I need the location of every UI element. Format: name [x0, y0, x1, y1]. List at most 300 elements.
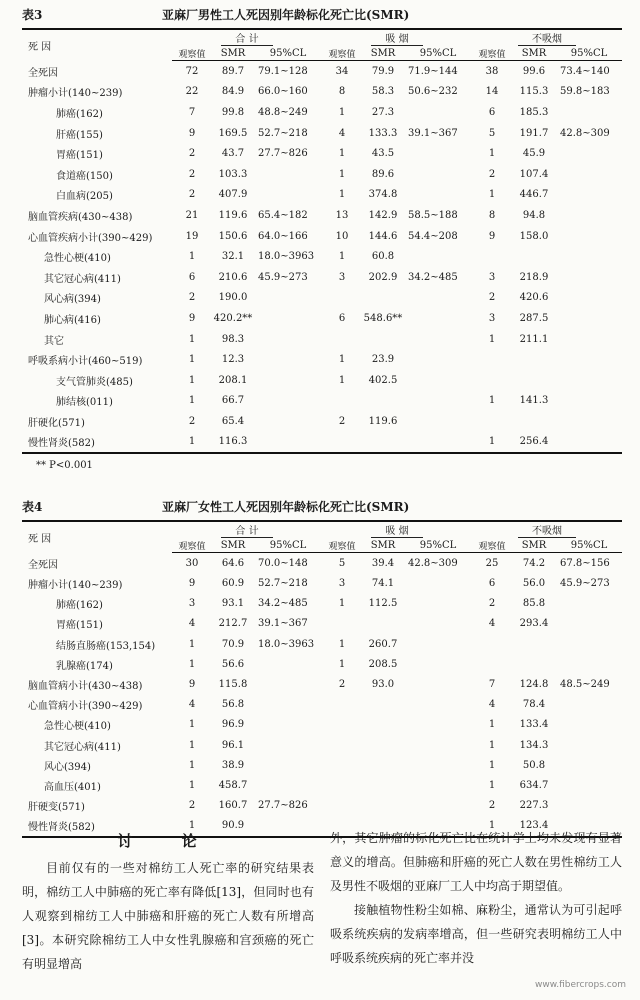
value-cell: 45.9~273	[258, 271, 308, 283]
value-cell	[556, 735, 622, 755]
table-row	[22, 796, 622, 816]
table-row	[22, 226, 622, 247]
cause-cell: 风心(394)	[44, 761, 91, 773]
table3-obs-header: 观察值	[172, 46, 212, 61]
value-cell	[362, 329, 404, 350]
value-cell	[556, 226, 622, 247]
value-cell: 1	[188, 779, 196, 791]
value-cell: 58.3	[371, 86, 395, 98]
value-cell: 52.7~218	[258, 578, 308, 590]
value-cell: 1	[188, 374, 196, 386]
value-cell	[404, 411, 472, 432]
table4-smr-header: SMR	[512, 538, 556, 553]
value-cell: 1	[188, 759, 196, 771]
value-cell	[362, 775, 404, 795]
value-cell: 23.9	[371, 354, 395, 366]
value-cell: 2	[488, 292, 496, 304]
value-cell: 8	[488, 209, 496, 221]
value-cell: 634.7	[519, 779, 549, 791]
value-cell	[404, 143, 472, 164]
value-cell: 43.5	[371, 148, 395, 160]
table-row	[22, 674, 622, 694]
value-cell: 9	[488, 230, 496, 242]
value-cell	[404, 674, 472, 694]
value-cell	[556, 205, 622, 226]
value-cell: 190.0	[218, 292, 248, 304]
value-cell: 56.0	[522, 578, 546, 590]
value-cell	[362, 715, 404, 735]
value-cell: 27.7~826	[258, 800, 308, 812]
value-cell: 115.3	[519, 86, 549, 98]
value-cell	[254, 185, 322, 206]
value-cell	[322, 432, 362, 454]
cause-cell: 呼吸系病小计(460~519)	[28, 356, 143, 368]
table4-smr-header: SMR	[362, 538, 404, 553]
value-cell: 60.9	[221, 578, 245, 590]
value-cell: 1	[338, 148, 346, 160]
cause-cell: 肿瘤小计(140~239)	[28, 88, 123, 100]
value-cell: 12.3	[221, 354, 245, 366]
value-cell: 50.6~232	[408, 86, 458, 98]
value-cell	[404, 308, 472, 329]
value-cell: 39.1~367	[258, 618, 308, 630]
value-cell	[404, 102, 472, 123]
value-cell: 38	[485, 65, 499, 77]
value-cell: 218.9	[519, 271, 549, 283]
value-cell: 66.7	[221, 395, 245, 407]
table3-ci-header: 95%CL	[254, 46, 322, 61]
value-cell	[322, 796, 362, 816]
cause-cell: 肺癌(162)	[56, 600, 103, 612]
value-cell	[254, 391, 322, 412]
value-cell: 74.1	[371, 578, 395, 590]
value-cell: 103.3	[218, 168, 248, 180]
value-cell	[556, 634, 622, 654]
value-cell	[404, 432, 472, 454]
value-cell: 89.6	[371, 168, 395, 180]
value-cell: 4	[338, 127, 346, 139]
cause-cell: 肝癌(155)	[56, 129, 103, 141]
value-cell: 70.0~148	[258, 557, 308, 569]
table-row	[22, 246, 622, 267]
cause-cell: 食道癌(150)	[56, 170, 113, 182]
discussion-right-column	[330, 826, 622, 976]
value-cell: 45.9	[522, 148, 546, 160]
value-cell: 548.6**	[363, 312, 403, 324]
value-cell: 3	[488, 312, 496, 324]
value-cell: 10	[335, 230, 349, 242]
value-cell: 79.9	[371, 65, 395, 77]
value-cell	[322, 288, 362, 309]
value-cell	[472, 349, 512, 370]
value-cell: 72	[185, 65, 199, 77]
value-cell: 150.6	[218, 230, 248, 242]
value-cell	[362, 391, 404, 412]
table4-body	[22, 553, 622, 837]
value-cell	[472, 370, 512, 391]
value-cell: 1	[188, 333, 196, 345]
value-cell: 90.9	[221, 820, 245, 832]
value-cell	[512, 634, 556, 654]
value-cell: 1	[188, 719, 196, 731]
cause-cell: 其它冠心病(411)	[44, 273, 121, 285]
value-cell: 1	[338, 638, 346, 650]
value-cell: 420.6	[519, 292, 549, 304]
value-cell	[322, 755, 362, 775]
value-cell: 96.9	[221, 719, 245, 731]
value-cell: 124.8	[519, 679, 549, 690]
value-cell: 45.9~273	[560, 578, 610, 590]
value-cell	[512, 370, 556, 391]
table-row	[22, 143, 622, 164]
table4	[22, 520, 622, 838]
value-cell: 1	[488, 395, 496, 407]
table4-group-smoke: 吸 烟	[322, 521, 472, 538]
value-cell	[556, 288, 622, 309]
value-cell	[362, 695, 404, 715]
value-cell: 78.4	[522, 699, 546, 711]
value-cell: 1	[488, 820, 496, 832]
cause-cell: 心血管疾病小计(390~429)	[28, 232, 153, 244]
value-cell: 2	[188, 415, 196, 427]
value-cell: 99.6	[522, 65, 546, 77]
value-cell	[404, 796, 472, 816]
value-cell: 210.6	[218, 271, 248, 283]
value-cell: 1	[488, 719, 496, 731]
discussion-paragraph: 目前仅有的一些对棉纺工人死亡率的研究结果表明，棉纺工人中肺癌的死亡率有降低[13]，但同时也有人观察到棉纺工人中肺癌和肝癌的死亡人数有所增高[3]。本研究除棉纺工人中女性乳腺癌和宫颈癌的死亡有明显增高	[22, 861, 314, 971]
discussion-paragraph: 外，其它肿瘤的标化死亡比在统计学上均未发现有显著意义的增高。但肺癌和肝癌的死亡人数在男性棉纺工人及男性不吸烟的亚麻厂工人中均高于期望值。	[330, 831, 622, 893]
value-cell	[556, 695, 622, 715]
table4-label: 表4	[22, 500, 43, 515]
value-cell	[556, 391, 622, 412]
value-cell	[556, 246, 622, 267]
value-cell	[322, 735, 362, 755]
value-cell: 2	[488, 800, 496, 812]
value-cell	[472, 246, 512, 267]
value-cell: 2	[488, 598, 496, 610]
table4-group-total: 合 计	[172, 521, 322, 538]
cause-cell: 肝硬变(571)	[28, 802, 85, 814]
cause-cell: 脑血管疾病(430~438)	[28, 211, 133, 223]
value-cell	[556, 329, 622, 350]
value-cell	[556, 349, 622, 370]
value-cell: 6	[488, 106, 496, 118]
value-cell	[556, 432, 622, 454]
value-cell	[512, 411, 556, 432]
cause-cell: 肺癌(162)	[56, 108, 103, 120]
value-cell: 64.6	[221, 557, 245, 569]
value-cell: 1	[188, 638, 196, 650]
value-cell: 60.8	[371, 251, 395, 263]
value-cell	[254, 308, 322, 329]
table-row	[22, 634, 622, 654]
value-cell: 144.6	[368, 230, 398, 242]
value-cell: 6	[188, 271, 196, 283]
value-cell: 65.4~182	[258, 209, 308, 221]
value-cell: 158.0	[519, 230, 549, 242]
table4-cause-header: 死 因	[28, 534, 52, 546]
table-row	[22, 391, 622, 412]
value-cell: 134.3	[519, 739, 549, 751]
table-row	[22, 695, 622, 715]
value-cell: 119.6	[218, 209, 248, 221]
table-row	[22, 370, 622, 391]
value-cell: 191.7	[519, 127, 549, 139]
value-cell: 119.6	[368, 415, 398, 427]
value-cell: 112.5	[368, 598, 398, 610]
value-cell	[472, 634, 512, 654]
value-cell: 43.7	[221, 148, 245, 160]
table3-group-nosmoke: 不吸烟	[472, 29, 622, 46]
table3-obs-header: 观察值	[322, 46, 362, 61]
value-cell: 42.8~309	[408, 557, 458, 569]
value-cell	[512, 654, 556, 674]
value-cell	[556, 102, 622, 123]
value-cell: 6	[338, 312, 346, 324]
value-cell: 93.0	[371, 679, 395, 690]
value-cell: 1	[488, 779, 496, 791]
value-cell: 56.6	[221, 658, 245, 670]
table-row	[22, 553, 622, 574]
value-cell: 22	[185, 86, 199, 98]
value-cell	[254, 674, 322, 694]
table-row	[22, 102, 622, 123]
value-cell: 99.8	[221, 106, 245, 118]
table4-obs-header: 观察值	[322, 538, 362, 553]
value-cell: 4	[188, 618, 196, 630]
value-cell	[322, 715, 362, 735]
value-cell: 1	[188, 354, 196, 366]
value-cell: 133.3	[368, 127, 398, 139]
value-cell: 133.4	[519, 719, 549, 731]
cause-cell: 全死因	[28, 559, 58, 571]
value-cell: 94.8	[522, 209, 546, 221]
value-cell: 1	[188, 658, 196, 670]
value-cell: 58.5~188	[408, 209, 458, 221]
table-row	[22, 123, 622, 144]
value-cell: 38.9	[221, 759, 245, 771]
cause-cell: 肝硬化(571)	[28, 417, 85, 429]
page-content	[22, 6, 622, 838]
value-cell	[404, 594, 472, 614]
cause-cell: 其它	[44, 335, 64, 347]
value-cell: 1	[488, 759, 496, 771]
value-cell: 1	[488, 739, 496, 751]
value-cell: 4	[188, 699, 196, 711]
table-row	[22, 411, 622, 432]
value-cell	[404, 329, 472, 350]
cause-cell: 急性心梗(410)	[44, 253, 111, 265]
cause-cell: 高血压(401)	[44, 781, 101, 793]
value-cell	[322, 391, 362, 412]
value-cell: 2	[188, 292, 196, 304]
value-cell: 1	[338, 658, 346, 670]
value-cell	[472, 411, 512, 432]
value-cell	[404, 654, 472, 674]
value-cell	[254, 370, 322, 391]
value-cell: 27.3	[371, 106, 395, 118]
cause-cell: 白血病(205)	[56, 191, 113, 203]
table-row	[22, 654, 622, 674]
value-cell: 202.9	[368, 271, 398, 283]
cause-cell: 全死因	[28, 67, 58, 79]
value-cell	[362, 796, 404, 816]
value-cell: 1	[488, 436, 496, 448]
cause-cell: 乳腺癌(174)	[56, 660, 113, 672]
table4-ci-header: 95%CL	[254, 538, 322, 553]
value-cell	[556, 267, 622, 288]
table-row	[22, 185, 622, 206]
cause-cell: 急性心梗(410)	[44, 721, 111, 733]
value-cell: 6	[488, 578, 496, 590]
value-cell: 50.8	[522, 759, 546, 771]
table-row	[22, 288, 622, 309]
value-cell: 1	[188, 820, 196, 832]
value-cell: 2	[188, 189, 196, 201]
value-cell	[556, 594, 622, 614]
value-cell	[254, 735, 322, 755]
value-cell	[254, 329, 322, 350]
value-cell: 71.9~144	[408, 65, 458, 77]
table3-obs-header: 观察值	[472, 46, 512, 61]
value-cell: 1	[488, 333, 496, 345]
table-row	[22, 329, 622, 350]
value-cell	[404, 755, 472, 775]
value-cell: 39.4	[371, 557, 395, 569]
value-cell: 89.7	[221, 65, 245, 77]
value-cell	[254, 288, 322, 309]
value-cell: 98.3	[221, 333, 245, 345]
table-row	[22, 594, 622, 614]
value-cell: 2	[488, 168, 496, 180]
value-cell	[404, 614, 472, 634]
table3-smr-header: SMR	[362, 46, 404, 61]
value-cell	[404, 349, 472, 370]
value-cell	[404, 370, 472, 391]
value-cell	[322, 614, 362, 634]
value-cell	[254, 349, 322, 370]
value-cell: 39.1~367	[408, 127, 458, 139]
value-cell: 79.1~128	[258, 65, 308, 77]
value-cell	[556, 775, 622, 795]
value-cell: 19	[185, 230, 199, 242]
value-cell	[404, 634, 472, 654]
value-cell: 9	[188, 312, 196, 324]
discussion-section	[22, 826, 622, 976]
value-cell: 107.4	[519, 168, 549, 180]
value-cell	[556, 614, 622, 634]
value-cell: 123.4	[519, 820, 549, 832]
value-cell: 25	[485, 557, 499, 569]
value-cell: 8	[338, 86, 346, 98]
value-cell: 30	[185, 557, 199, 569]
table-row	[22, 82, 622, 103]
value-cell: 34.2~485	[258, 598, 308, 610]
value-cell	[556, 370, 622, 391]
value-cell: 1	[338, 106, 346, 118]
value-cell: 420.2**	[213, 312, 253, 324]
value-cell	[254, 755, 322, 775]
value-cell: 3	[488, 271, 496, 283]
value-cell: 1	[188, 395, 196, 407]
table-row	[22, 164, 622, 185]
value-cell: 185.3	[519, 106, 549, 118]
value-cell: 3	[188, 598, 196, 610]
value-cell	[556, 654, 622, 674]
value-cell	[404, 573, 472, 593]
value-cell: 65.4	[221, 415, 245, 427]
table4-heading	[22, 498, 622, 520]
table-row	[22, 308, 622, 329]
table4-ci-header: 95%CL	[404, 538, 472, 553]
table4-ci-header: 95%CL	[556, 538, 622, 553]
value-cell	[254, 411, 322, 432]
value-cell: 1	[338, 168, 346, 180]
table3-smr-header: SMR	[512, 46, 556, 61]
value-cell	[254, 432, 322, 454]
value-cell: 96.1	[221, 739, 245, 751]
value-cell: 160.7	[218, 800, 248, 812]
value-cell: 1	[188, 436, 196, 448]
value-cell	[322, 329, 362, 350]
value-cell: 93.1	[221, 598, 245, 610]
value-cell: 27.7~826	[258, 148, 308, 160]
value-cell	[404, 391, 472, 412]
value-cell: 7	[188, 106, 196, 118]
watermark: www.fibercrops.com	[535, 980, 626, 990]
value-cell: 5	[488, 127, 496, 139]
discussion-title: 讨 论	[117, 832, 219, 850]
value-cell: 74.2	[522, 557, 546, 569]
value-cell: 34	[335, 65, 349, 77]
value-cell	[404, 185, 472, 206]
table3-smr-header: SMR	[212, 46, 254, 61]
value-cell: 115.8	[218, 679, 248, 690]
value-cell: 1	[488, 148, 496, 160]
value-cell: 374.8	[368, 189, 398, 201]
value-cell: 142.9	[368, 209, 398, 221]
value-cell	[556, 796, 622, 816]
value-cell: 2	[338, 415, 346, 427]
value-cell: 85.8	[522, 598, 546, 610]
value-cell	[404, 246, 472, 267]
value-cell: 9	[188, 679, 196, 690]
value-cell: 67.8~156	[560, 557, 610, 569]
value-cell: 70.9	[221, 638, 245, 650]
value-cell: 4	[488, 618, 496, 630]
cause-cell: 脑血管病小计(430~438)	[28, 681, 143, 692]
cause-cell: 心血管病小计(390~429)	[28, 701, 143, 713]
table3-group-smoke: 吸 烟	[322, 29, 472, 46]
value-cell: 446.7	[519, 189, 549, 201]
value-cell: 9	[188, 578, 196, 590]
cause-cell: 慢性肾炎(582)	[28, 822, 95, 834]
table3-cause-header: 死 因	[28, 41, 52, 53]
value-cell	[404, 735, 472, 755]
table4-smr-header: SMR	[212, 538, 254, 553]
table3-group-total: 合 计	[172, 29, 322, 46]
discussion-paragraph: 接触植物性粉尘如棉、麻粉尘，通常认为可引起呼吸系统疾病的发病率增高，但一些研究表明棉纺工人中呼吸系统疾病的死亡率并没	[330, 903, 622, 965]
value-cell	[404, 695, 472, 715]
table4-title: 亚麻厂女性工人死因别年龄标化死亡比(SMR)	[162, 500, 410, 515]
cause-cell: 胃癌(151)	[56, 150, 103, 162]
value-cell: 1	[338, 598, 346, 610]
value-cell: 64.0~166	[258, 230, 308, 242]
table3-ci-header: 95%CL	[556, 46, 622, 61]
table-row	[22, 573, 622, 593]
value-cell: 3	[338, 271, 346, 283]
value-cell	[556, 164, 622, 185]
